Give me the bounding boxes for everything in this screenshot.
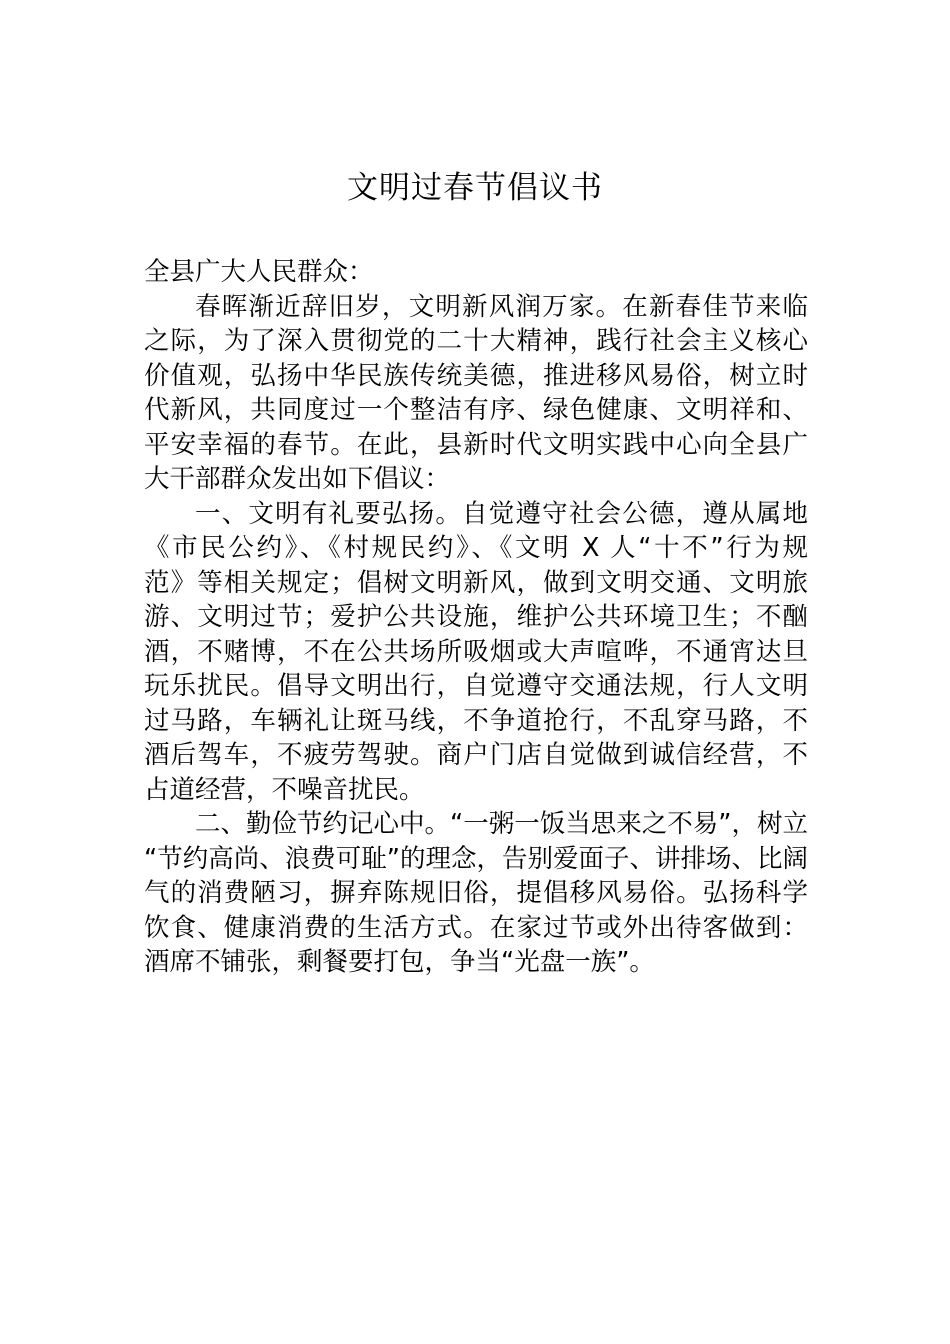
text-line: 之际，为了深入贯彻党的二十大精神，践行社会主义核心 — [144, 326, 808, 356]
text-line: 大干部群众发出如下倡议： — [144, 464, 451, 494]
paragraph-thrift — [144, 807, 808, 980]
text-line: 春晖渐近辞旧岁，文明新风润万家。在新春佳节来临 — [195, 291, 808, 322]
text-line: 酒，不赌博，不在公共场所吸烟或大声喧哗，不通宵达旦 — [144, 636, 808, 667]
text-line: “节约高尚、浪费可耻”的理念，告别爱面子、讲排场、比阔 — [144, 843, 808, 874]
text-line: 玩乐扰民。倡导文明出行，自觉遵守交通法规，行人文明 — [144, 671, 808, 701]
text-line: 占道经营，不噪音扰民。 — [144, 774, 425, 805]
document-body — [144, 255, 808, 980]
text-line: 一、文明有礼要弘扬。自觉遵守社会公德，遵从属地 — [195, 498, 808, 529]
paragraph-intro — [144, 290, 808, 497]
text-line: 过马路，车辆礼让斑马线，不争道抢行，不乱穿马路，不 — [144, 705, 808, 736]
text-line: 酒后驾车，不疲劳驾驶。商户门店自觉做到诚信经营，不 — [144, 740, 808, 770]
text-line: 范》等相关规定；倡树文明新风，做到文明交通、文明旅 — [144, 567, 808, 598]
text-line: 饮食、健康消费的生活方式。在家过节或外出待客做到： — [144, 912, 808, 943]
text-line: 气的消费陋习，摒弃陈规旧俗，提倡移风易俗。弘扬科学 — [144, 878, 808, 908]
text-line: 平安幸福的春节。在此，县新时代文明实践中心向全县广 — [144, 429, 808, 460]
text-line: 《市民公约》、《村规民约》、《文明 X 人“十不”行为规 — [144, 533, 808, 563]
text-line: 酒席不铺张，剩餐要打包，争当“光盘一族”。 — [144, 947, 655, 977]
text-line: 游、文明过节；爱护公共设施，维护公共环境卫生；不酗 — [144, 602, 808, 632]
paragraph-civility — [144, 497, 808, 808]
text-line: 代新风，共同度过一个整洁有序、绿色健康、文明祥和、 — [144, 395, 808, 425]
document-title: 文明过春节倡议书 — [347, 170, 603, 206]
salutation: 全县广大人民群众： — [144, 257, 374, 287]
text-line: 二、勤俭节约记心中。“一粥一饭当思来之不易”，树立 — [195, 809, 808, 839]
text-line: 价值观，弘扬中华民族传统美德，推进移风易俗，树立时 — [144, 360, 808, 391]
